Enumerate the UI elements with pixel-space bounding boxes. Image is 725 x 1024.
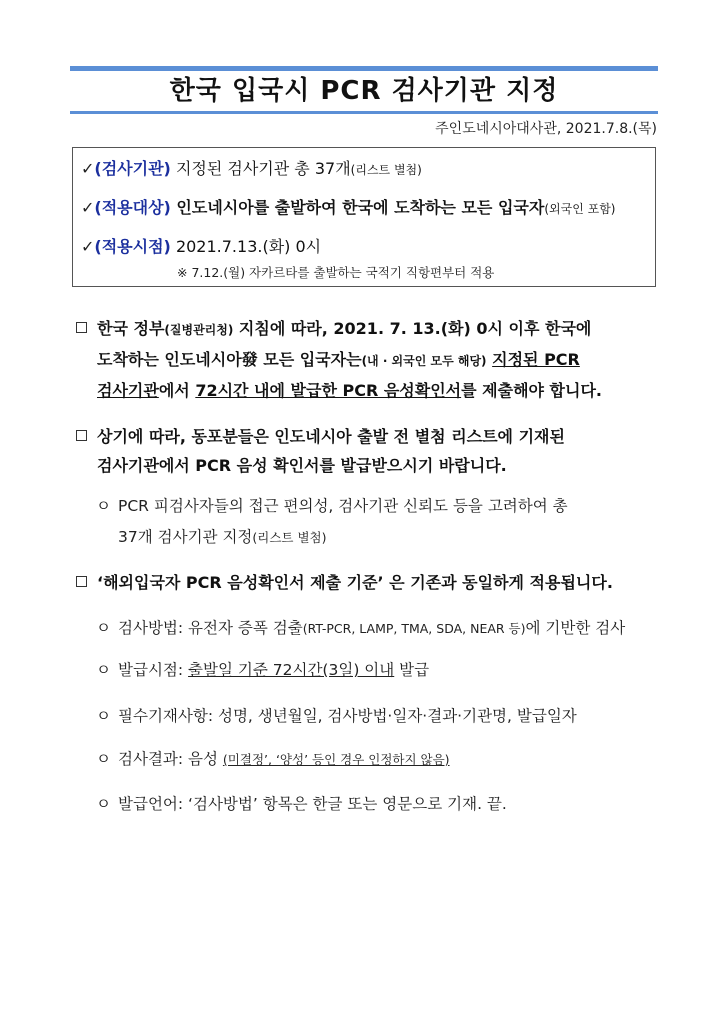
summary-item-date [81,234,321,257]
circle-bullet-icon: ㅇ [96,619,111,637]
circle-bullet-icon: ㅇ [96,707,111,725]
summary-note: ※ 7.12.(월) 자카르타를 출발하는 국적기 직항편부터 적용 [177,265,495,280]
summary-text: 지정된 검사기관 총 37개 [170,159,351,178]
criteria-required-fields: ㅇ 필수기재사항: 성명, 생년월일, 검사방법·일자·결과·기관명, 발급일자 [96,701,577,732]
criteria-result: ㅇ 검사결과: 음성 (미결정’, ‘양성’ 등인 경우 인정하지 않음) [96,744,450,775]
section-2-bullet: ㅇ PCR 피검사자들의 접근 편의성, 검사기관 신뢰도 등을 고려하여 총 37개 검사기관 지정(리스트 별첨) [96,491,568,553]
summary-box [72,147,656,287]
criteria-language: ㅇ 발급언어: ‘검사방법’ 항목은 한글 또는 영문으로 기재. 끝. [96,789,507,820]
section-3: ‘해외입국자 PCR 음성확인서 제출 기준’ 은 기존과 동일하게 적용됩니다. [76,568,613,597]
square-bullet-icon [76,576,87,587]
section-2: 상기에 따라, 동포분들은 인도네시아 출발 전 별첨 리스트에 기재된 검사기관에서 PCR 음성 확인서를 발급받으시기 바랍니다. [76,422,565,480]
check-icon: ✓ [81,237,95,256]
square-bullet-icon [76,430,87,441]
summary-text: 2021.7.13.(화) 0시 [170,237,322,256]
criteria-method: ㅇ 검사방법: 유전자 증폭 검출(RT-PCR, LAMP, TMA, SDA, NEAR 등)에 기반한 검사 [96,613,625,644]
summary-label: (적용대상) [94,198,171,217]
section-1: 한국 정부(질병관리청) 지침에 따라, 2021. 7. 13.(화) 0시 이후 한국에 도착하는 인도네시아發 모든 입국자는(내 · 외국인 모두 해당) 지정된 PCR 검사기관에서 72시간 내에 발급한 PCR 음성확인서를 제출해야 합니다. [76,314,602,405]
summary-item-agencies [81,156,422,179]
square-bullet-icon [76,322,87,333]
summary-label: (적용시점) [94,237,171,256]
summary-text: 인도네시아를 출발하여 한국에 도착하는 모든 입국자 [170,198,545,217]
circle-bullet-icon: ㅇ [96,795,111,813]
criteria-issue-time: ㅇ 발급시점: 출발일 기준 72시간(3일) 이내 발급 [96,655,429,686]
summary-label: (검사기관) [94,159,171,178]
summary-item-target [81,195,615,218]
circle-bullet-icon: ㅇ [96,750,111,768]
check-icon: ✓ [81,159,95,178]
summary-small: (외국인 포함) [544,202,616,216]
check-icon: ✓ [81,198,95,217]
issuer-date: 주인도네시아대사관, 2021.7.8.(목) [435,121,657,137]
circle-bullet-icon: ㅇ [96,661,111,679]
title-rule-top [70,66,658,71]
title-rule-bottom [70,111,658,114]
circle-bullet-icon: ㅇ [96,497,111,515]
page-title: 한국 입국시 PCR 검사기관 지정 [169,76,559,106]
summary-small: (리스트 별첨) [350,163,422,177]
